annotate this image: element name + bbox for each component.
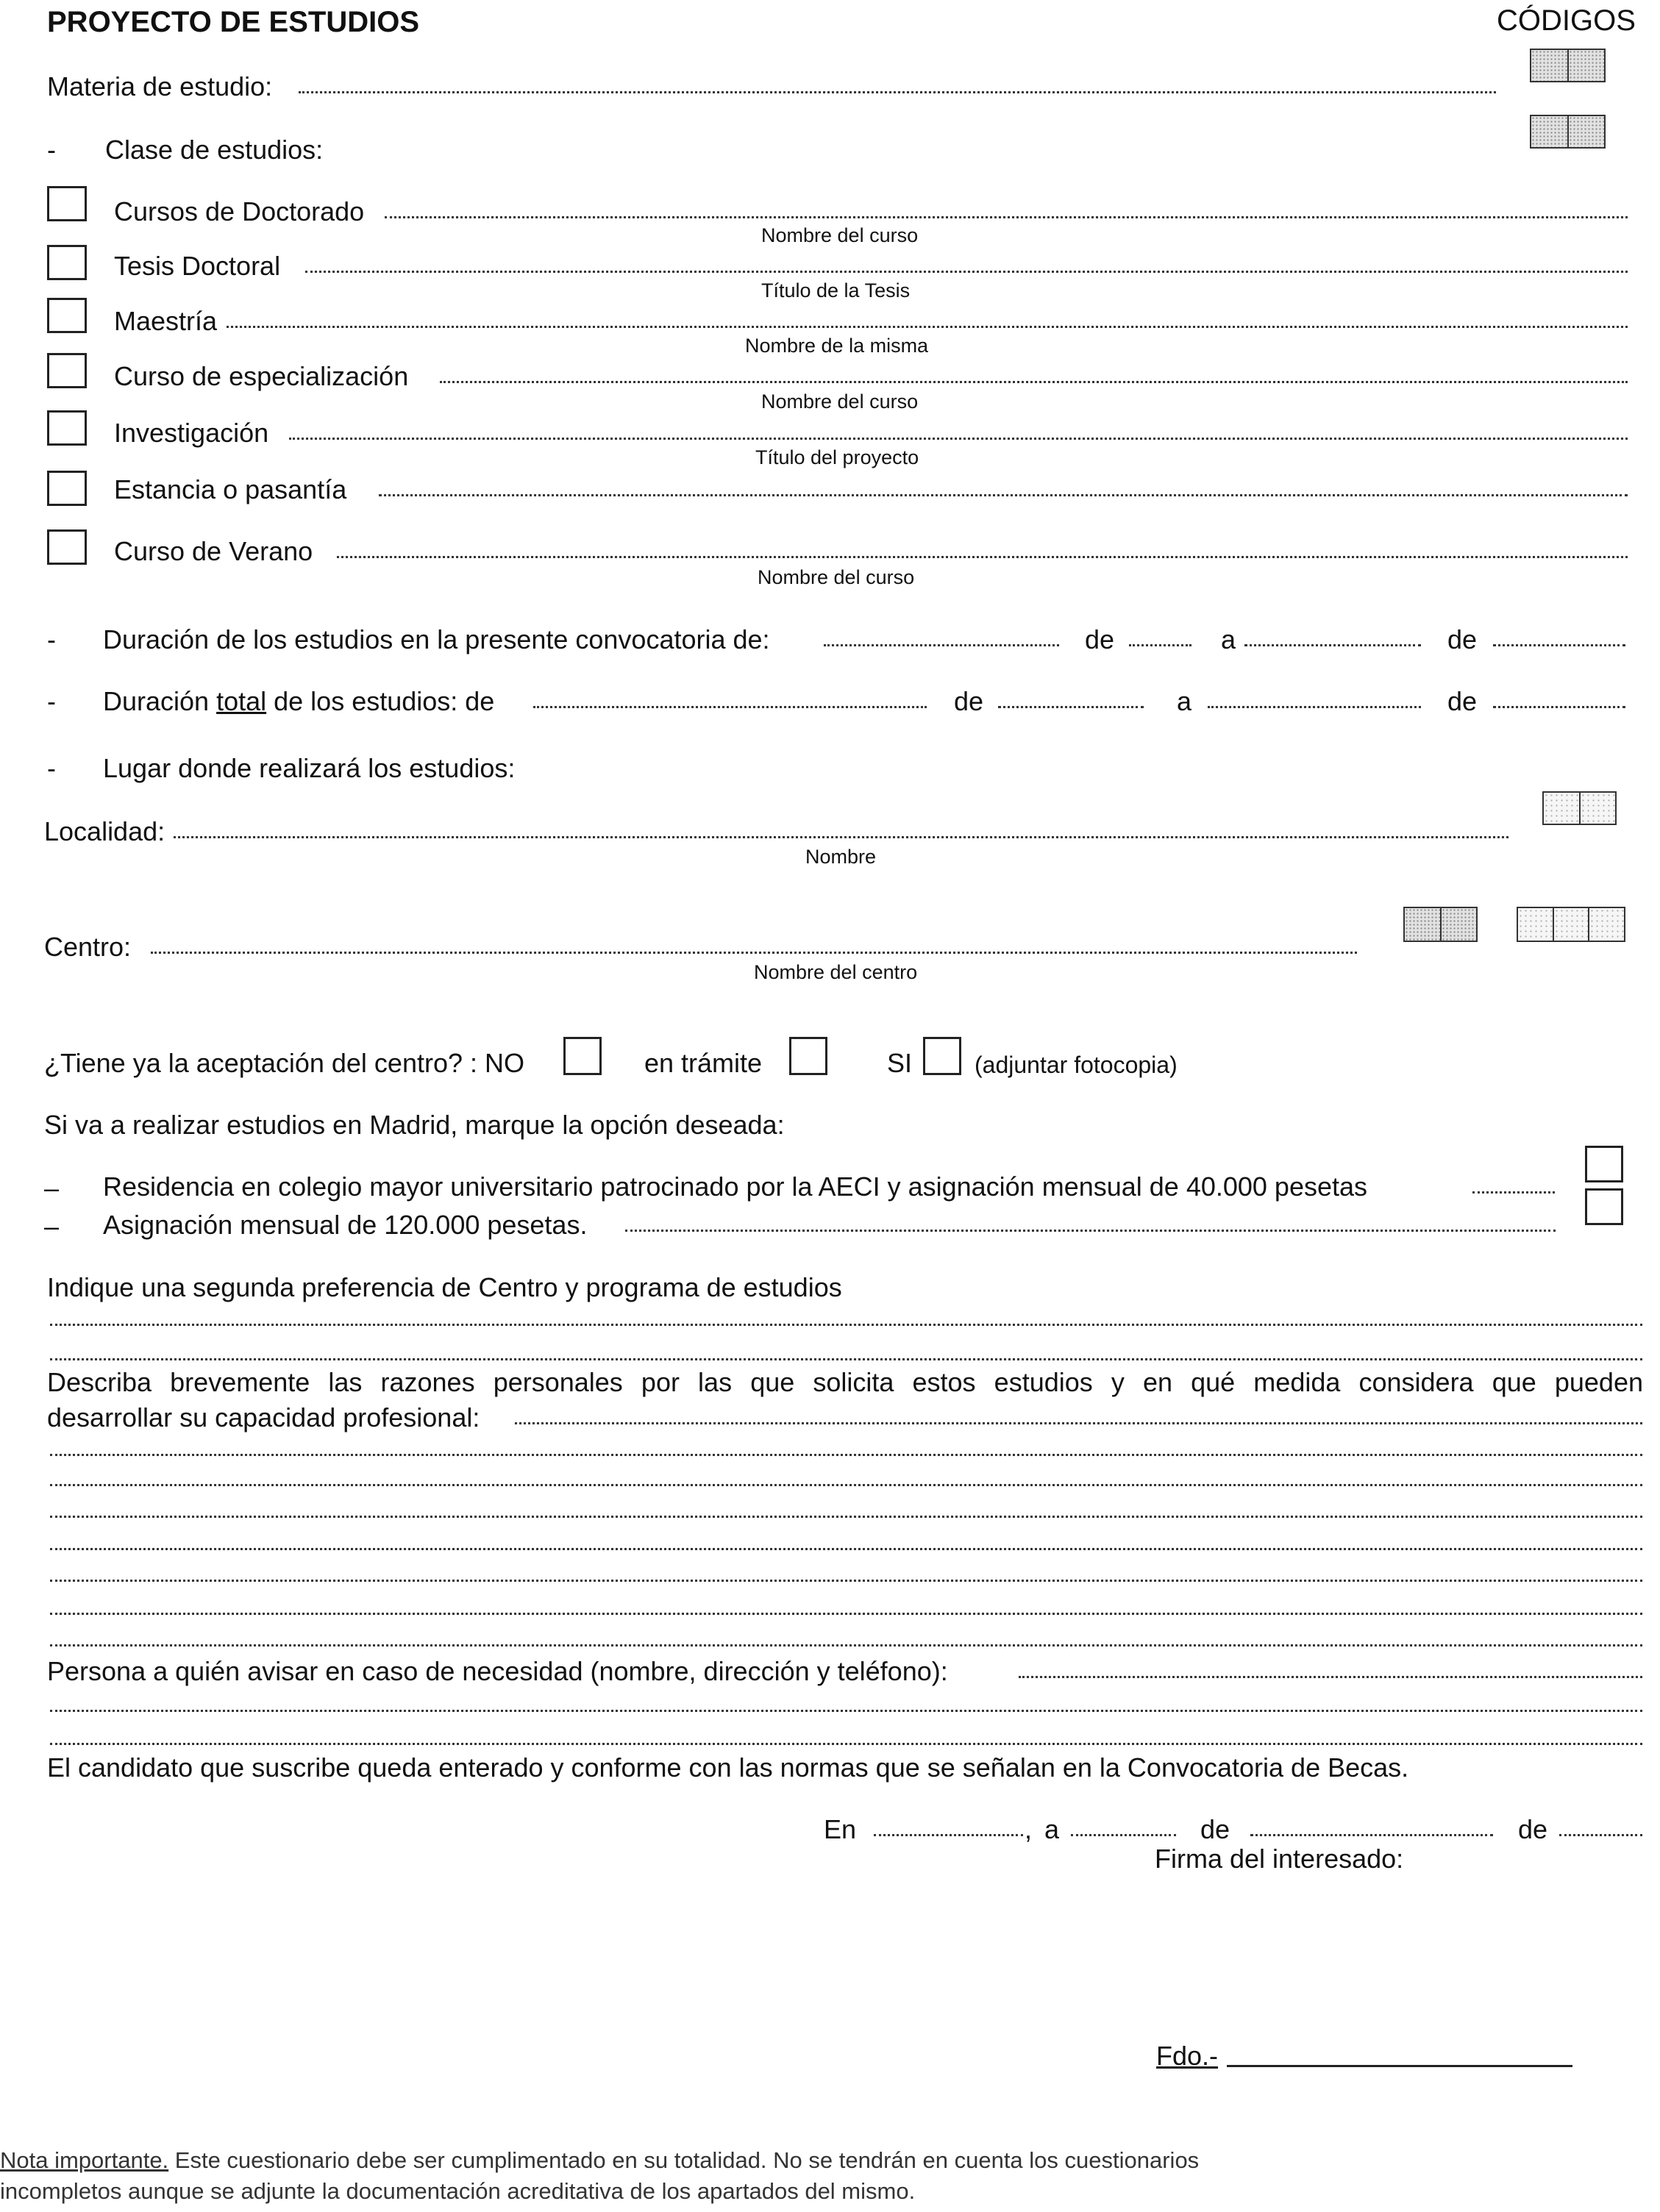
lugar-dash: -	[47, 753, 56, 783]
de-label: de	[954, 686, 984, 716]
checkbox-aceptacion-si[interactable]	[923, 1037, 961, 1075]
clase-dash: -	[47, 135, 56, 165]
razones-field-5[interactable]	[50, 1548, 1642, 1550]
segunda-preferencia-field-1[interactable]	[50, 1324, 1642, 1326]
materia-field[interactable]	[299, 91, 1496, 93]
duracion-total-from-field[interactable]	[533, 706, 927, 708]
option-label: Investigación	[114, 418, 269, 448]
duracion-total-year-field[interactable]	[1493, 706, 1625, 708]
duracion-convocatoria-month1-field[interactable]	[1129, 644, 1191, 646]
option-label: Tesis Doctoral	[114, 251, 281, 281]
estancia-pasantia-field[interactable]	[379, 494, 1628, 496]
duracion-total-to-field[interactable]	[1208, 706, 1421, 708]
materia-label: Materia de estudio:	[47, 71, 273, 101]
madrid-intro: Si va a realizar estudios en Madrid, marque la opción deseada:	[44, 1110, 785, 1140]
razones-label-line2: desarrollar su capacidad profesional:	[47, 1402, 480, 1433]
codes-label: CÓDIGOS	[1497, 4, 1636, 37]
clase-code-box	[1530, 115, 1606, 149]
label-part: Duración	[103, 686, 217, 716]
duracion-convocatoria-label: Duración de los estudios en la presente convocatoria de:	[103, 624, 770, 654]
firma-a-label: a	[1044, 1814, 1060, 1844]
label-part: de los estudios: de	[266, 686, 495, 716]
a-label: a	[1221, 624, 1236, 654]
duracion-convocatoria-to-field[interactable]	[1244, 644, 1421, 646]
checkbox-curso-verano[interactable]	[47, 529, 87, 565]
lugar-label: Lugar donde realizará los estudios:	[103, 753, 516, 783]
contacto-field-1[interactable]	[1019, 1676, 1642, 1678]
checkbox-curso-especializacion[interactable]	[47, 353, 87, 388]
razones-field-8[interactable]	[50, 1644, 1642, 1646]
aceptacion-note: (adjuntar fotocopia)	[975, 1052, 1178, 1078]
checkbox-madrid-residencia[interactable]	[1585, 1146, 1623, 1182]
form-title: PROYECTO DE ESTUDIOS	[47, 6, 420, 38]
centro-field[interactable]	[151, 952, 1357, 954]
field-caption: Título de la Tesis	[761, 279, 911, 302]
tesis-doctoral-field[interactable]	[305, 271, 1628, 273]
checkbox-aceptacion-no[interactable]	[563, 1037, 602, 1075]
duracion-total-dash: -	[47, 686, 56, 716]
razones-label-line1: Describa brevemente las razones personales por las que solicita estos estudios y en qué medida considera que pueden	[47, 1367, 1643, 1397]
razones-field-4[interactable]	[50, 1516, 1642, 1518]
de-label: de	[1085, 624, 1115, 654]
fdo-signature-line[interactable]	[1227, 2065, 1572, 2067]
firma-mes-field[interactable]	[1250, 1834, 1493, 1836]
fdo-label: Fdo.-	[1156, 2041, 1219, 2071]
razones-field-3[interactable]	[50, 1484, 1642, 1486]
maestria-field[interactable]	[227, 326, 1628, 328]
razones-field-2[interactable]	[50, 1454, 1642, 1456]
nota-text: Este cuestionario debe ser cumplimentado en su totalidad. No se tendrán en cuenta los cuestionarios	[168, 2147, 1200, 2173]
segunda-preferencia-field-2[interactable]	[50, 1358, 1642, 1360]
localidad-code-box	[1542, 791, 1617, 825]
centro-label: Centro:	[44, 932, 132, 962]
field-caption: Nombre del curso	[758, 566, 915, 588]
razones-field-1[interactable]	[515, 1422, 1642, 1424]
nota-label: Nota importante.	[0, 2147, 169, 2173]
firma-de-label: de	[1200, 1814, 1230, 1844]
checkbox-investigacion[interactable]	[47, 410, 87, 446]
centro-code-box-2	[1517, 907, 1625, 942]
option-label: Cursos de Doctorado	[114, 196, 365, 226]
madrid-dash: –	[44, 1211, 60, 1241]
localidad-label: Localidad:	[44, 816, 165, 846]
option-label: Curso de especialización	[114, 361, 409, 391]
checkbox-aceptacion-tramite[interactable]	[789, 1037, 827, 1075]
duracion-convocatoria-from-field[interactable]	[824, 644, 1059, 646]
localidad-field[interactable]	[174, 836, 1508, 838]
label-underlined: total	[216, 686, 267, 716]
duracion-total-month1-field[interactable]	[998, 706, 1144, 708]
option-label: Maestría	[114, 306, 218, 336]
segunda-preferencia-label: Indique una segunda preferencia de Centro y programa de estudios	[47, 1272, 842, 1302]
checkbox-tesis-doctoral[interactable]	[47, 245, 87, 280]
field-caption: Título del proyecto	[755, 446, 919, 468]
firma-dia-field[interactable]	[1071, 1834, 1176, 1836]
madrid-option-2-label: Asignación mensual de 120.000 pesetas.	[103, 1210, 588, 1240]
firma-lugar-field[interactable]	[874, 1834, 1023, 1836]
field-caption: Nombre del centro	[754, 961, 918, 983]
razones-field-7[interactable]	[50, 1613, 1642, 1615]
field-caption: Nombre del curso	[761, 224, 919, 246]
curso-verano-field[interactable]	[337, 556, 1628, 558]
option-label: Curso de Verano	[114, 536, 313, 566]
contacto-field-3[interactable]	[50, 1743, 1642, 1745]
de-label: de	[1447, 624, 1478, 654]
de-label: de	[1447, 686, 1478, 716]
aceptacion-tramite-label: en trámite	[644, 1048, 763, 1078]
aceptacion-si-label: SI	[887, 1048, 913, 1078]
a-label: a	[1177, 686, 1192, 716]
checkbox-maestria[interactable]	[47, 298, 87, 333]
cursos-doctorado-field[interactable]	[385, 216, 1628, 218]
madrid-option-2-leader	[625, 1230, 1556, 1232]
madrid-option-1-leader	[1472, 1191, 1555, 1194]
madrid-dash: –	[44, 1173, 60, 1203]
conformidad-text: El candidato que suscribe queda enterado y conforme con las normas que se señalan en la Convocatoria de Becas.	[47, 1752, 1409, 1783]
razones-field-6[interactable]	[50, 1580, 1642, 1582]
firma-de-label: de	[1518, 1814, 1548, 1844]
nota-line2: incompletos aunque se adjunte la documentación acreditativa de los apartados del mismo.	[0, 2178, 916, 2204]
investigacion-field[interactable]	[289, 438, 1628, 440]
curso-especializacion-field[interactable]	[440, 381, 1628, 383]
field-caption: Nombre	[805, 846, 877, 868]
option-label: Estancia o pasantía	[114, 474, 347, 504]
nota-line1	[0, 2147, 1199, 2174]
checkbox-cursos-doctorado[interactable]	[47, 186, 87, 221]
centro-code-box-1	[1403, 907, 1478, 942]
firma-anio-field[interactable]	[1559, 1834, 1642, 1836]
duracion-total-label	[103, 688, 494, 715]
firma-interesado-label: Firma del interesado:	[1155, 1844, 1404, 1874]
firma-en-label: En	[824, 1814, 857, 1844]
contacto-field-2[interactable]	[50, 1710, 1642, 1712]
checkbox-madrid-asignacion[interactable]	[1585, 1188, 1623, 1225]
clase-label: Clase de estudios:	[105, 135, 324, 165]
duracion-dash: -	[47, 624, 56, 654]
aceptacion-question: ¿Tiene ya la aceptación del centro? : NO	[44, 1048, 525, 1078]
field-caption: Nombre del curso	[761, 390, 919, 413]
madrid-option-1-label: Residencia en colegio mayor universitario patrocinado por la AECI y asignación mensual de 40.000 pesetas	[103, 1171, 1368, 1202]
materia-code-box	[1530, 49, 1606, 82]
contacto-label: Persona a quién avisar en caso de necesidad (nombre, dirección y teléfono):	[47, 1656, 948, 1686]
firma-comma: ,	[1025, 1814, 1033, 1844]
field-caption: Nombre de la misma	[745, 335, 929, 357]
duracion-convocatoria-year-field[interactable]	[1493, 644, 1625, 646]
checkbox-estancia-pasantia[interactable]	[47, 471, 87, 506]
